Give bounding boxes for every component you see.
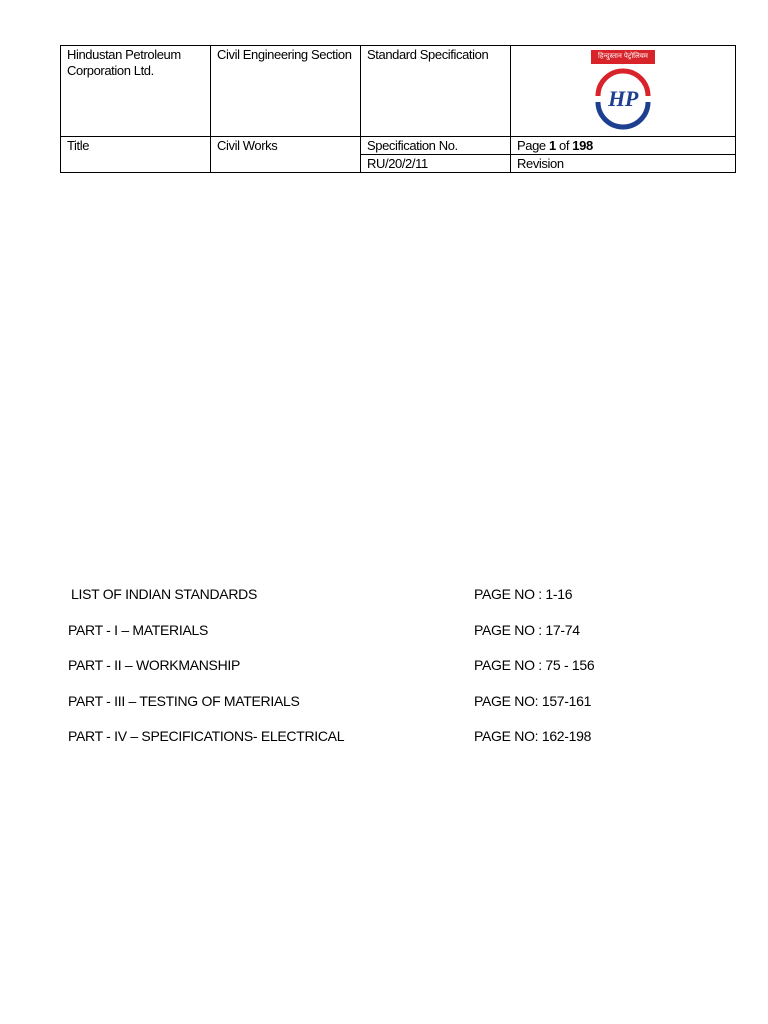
logo-cell: [511, 46, 736, 137]
doc-type-cell: [361, 46, 511, 137]
doc-type: Standard Specification: [367, 47, 489, 62]
toc-page-range: PAGE NO: 162-198: [474, 728, 592, 744]
toc-page-range: PAGE NO: 157-161: [474, 692, 592, 709]
section-name: Civil Engineering Section: [217, 47, 352, 62]
company-name-cell: [61, 46, 211, 137]
spec-number: RU/20/2/11: [367, 156, 428, 171]
toc-label: PART - I – MATERIALS: [68, 621, 209, 638]
spec-label: Specification No.: [367, 138, 458, 153]
revision-label: Revision: [517, 156, 564, 171]
toc-label: PART - IV – SPECIFICATIONS- ELECTRICAL: [68, 728, 345, 744]
page-prefix: Page: [517, 138, 549, 153]
spec-label-cell: [361, 137, 511, 155]
toc-row: [60, 693, 660, 729]
spec-number-cell: [361, 155, 511, 173]
title-label-cell: [61, 137, 211, 173]
logo-text: HP: [608, 86, 638, 111]
toc-row: [60, 622, 660, 658]
company-name: Hindustan Petroleum Corporation Ltd.: [67, 47, 181, 78]
toc-page-range: PAGE NO : 17-74: [474, 621, 580, 638]
toc-label: PART - III – TESTING OF MATERIALS: [68, 692, 300, 709]
toc-row: [60, 586, 660, 622]
document-header-table: [60, 45, 736, 173]
toc-page-range: PAGE NO : 1-16: [474, 586, 573, 602]
hp-logo-emblem: [588, 60, 658, 132]
page-count-cell: [511, 137, 736, 155]
revision-cell: [511, 155, 736, 173]
page-of: of: [555, 138, 573, 153]
toc-row: [60, 728, 660, 764]
toc-label: PART - II – WORKMANSHIP: [68, 657, 241, 673]
toc-row: [60, 657, 660, 693]
title-value-cell: [211, 137, 361, 173]
page-current: 1: [548, 138, 556, 153]
title-label: Title: [67, 138, 90, 153]
title-value: Civil Works: [217, 138, 278, 153]
hp-logo: [588, 46, 658, 132]
toc-page-range: PAGE NO : 75 - 156: [474, 657, 595, 673]
section-cell: [211, 46, 361, 137]
table-of-contents: [60, 586, 660, 764]
logo-banner-text: हिन्दुस्तान पेट्रोलियम: [591, 50, 655, 64]
page-total: 198: [572, 138, 593, 153]
toc-label: LIST OF INDIAN STANDARDS: [71, 586, 257, 602]
